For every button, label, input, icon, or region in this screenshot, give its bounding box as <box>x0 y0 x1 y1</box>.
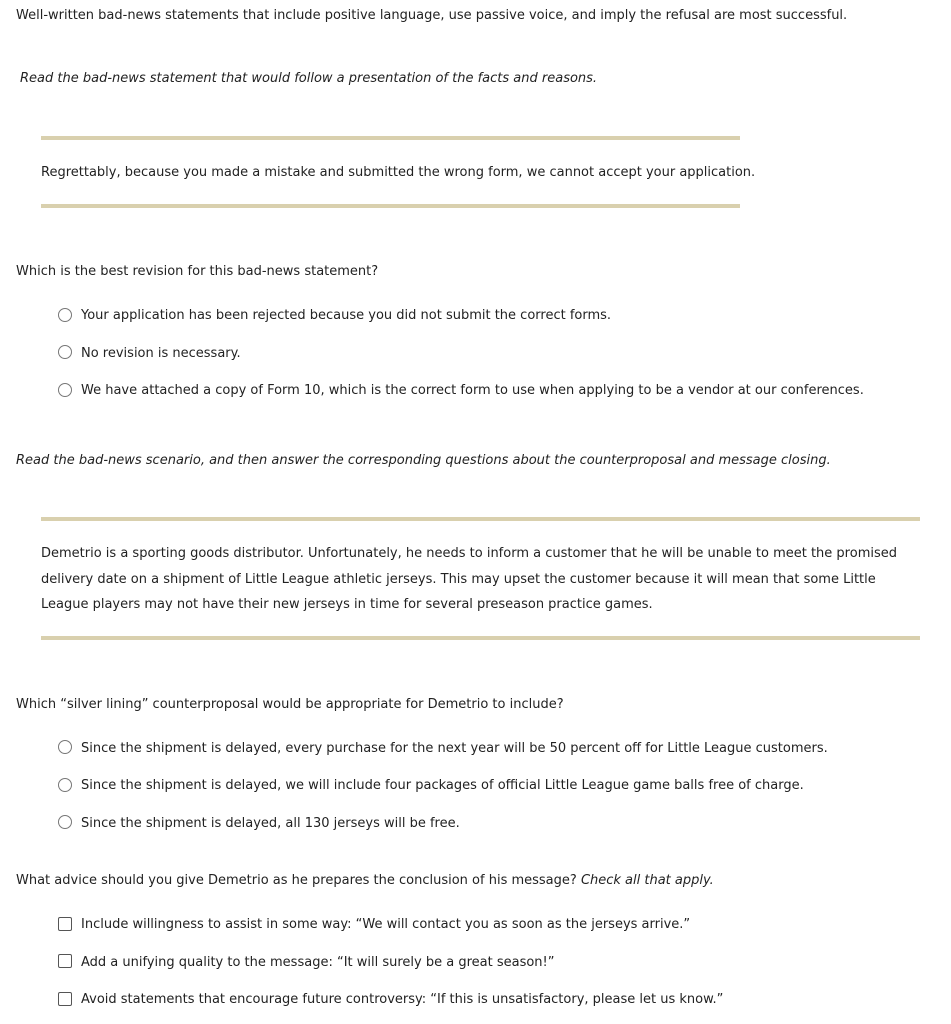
intro-statement: Well-written bad-news statements that include positive language, use passive voice, and imply the refusal are most successful. <box>16 8 848 23</box>
scenario-bottom-divider <box>41 636 920 640</box>
radio-button[interactable] <box>58 740 72 754</box>
quote-top-divider <box>41 136 740 140</box>
option-label[interactable]: Your application has been rejected because you did not submit the correct forms. <box>81 308 612 323</box>
quote-bottom-divider <box>41 204 740 208</box>
option-label[interactable]: Since the shipment is delayed, every purchase for the next year will be 50 percent off for Little League customers. <box>81 741 828 756</box>
option-label[interactable]: No revision is necessary. <box>81 346 241 361</box>
checkbox[interactable] <box>58 992 72 1006</box>
question3-prompt <box>16 873 714 888</box>
option-label[interactable]: Since the shipment is delayed, we will include four packages of official Little League game balls free of charge. <box>81 778 804 793</box>
question3-prompt-text: What advice should you give Demetrio as he prepares the conclusion of his message? <box>16 873 577 888</box>
option-label[interactable]: Include willingness to assist in some way: “We will contact you as soon as the jerseys arrive.” <box>81 917 691 932</box>
radio-button[interactable] <box>58 345 72 359</box>
option-label[interactable]: Avoid statements that encourage future controversy: “If this is unsatisfactory, please let us know.” <box>81 992 724 1007</box>
scenario-top-divider <box>41 517 920 521</box>
intro-instruction: Read the bad-news statement that would follow a presentation of the facts and reasons. <box>20 71 598 86</box>
option-label[interactable]: We have attached a copy of Form 10, which is the correct form to use when applying to be a vendor at our conferences. <box>81 383 864 398</box>
scenario-instruction: Read the bad-news scenario, and then answer the corresponding questions about the counterproposal and message closing. <box>16 453 831 468</box>
scenario-text: Demetrio is a sporting goods distributor. Unfortunately, he needs to inform a customer that he will be unable to meet the promised delivery date on a shipment of Little League athletic jerseys. This may upset the customer because it will mean that some Little League players may not have their new jerseys in time for several preseason practice games. <box>41 546 897 612</box>
bad-news-quote: Regrettably, because you made a mistake and submitted the wrong form, we cannot accept your application. <box>41 165 756 180</box>
option-label[interactable]: Since the shipment is delayed, all 130 jerseys will be free. <box>81 816 460 831</box>
question3-prompt-hint: Check all that apply. <box>580 873 714 888</box>
option-label[interactable]: Add a unifying quality to the message: “It will surely be a great season!” <box>81 955 555 970</box>
radio-button[interactable] <box>58 815 72 829</box>
radio-button[interactable] <box>58 308 72 322</box>
checkbox[interactable] <box>58 954 72 968</box>
radio-button[interactable] <box>58 778 72 792</box>
question2-prompt: Which “silver lining” counterproposal would be appropriate for Demetrio to include? <box>16 697 564 712</box>
question1-prompt: Which is the best revision for this bad-news statement? <box>16 264 379 279</box>
radio-button[interactable] <box>58 383 72 397</box>
checkbox[interactable] <box>58 917 72 931</box>
